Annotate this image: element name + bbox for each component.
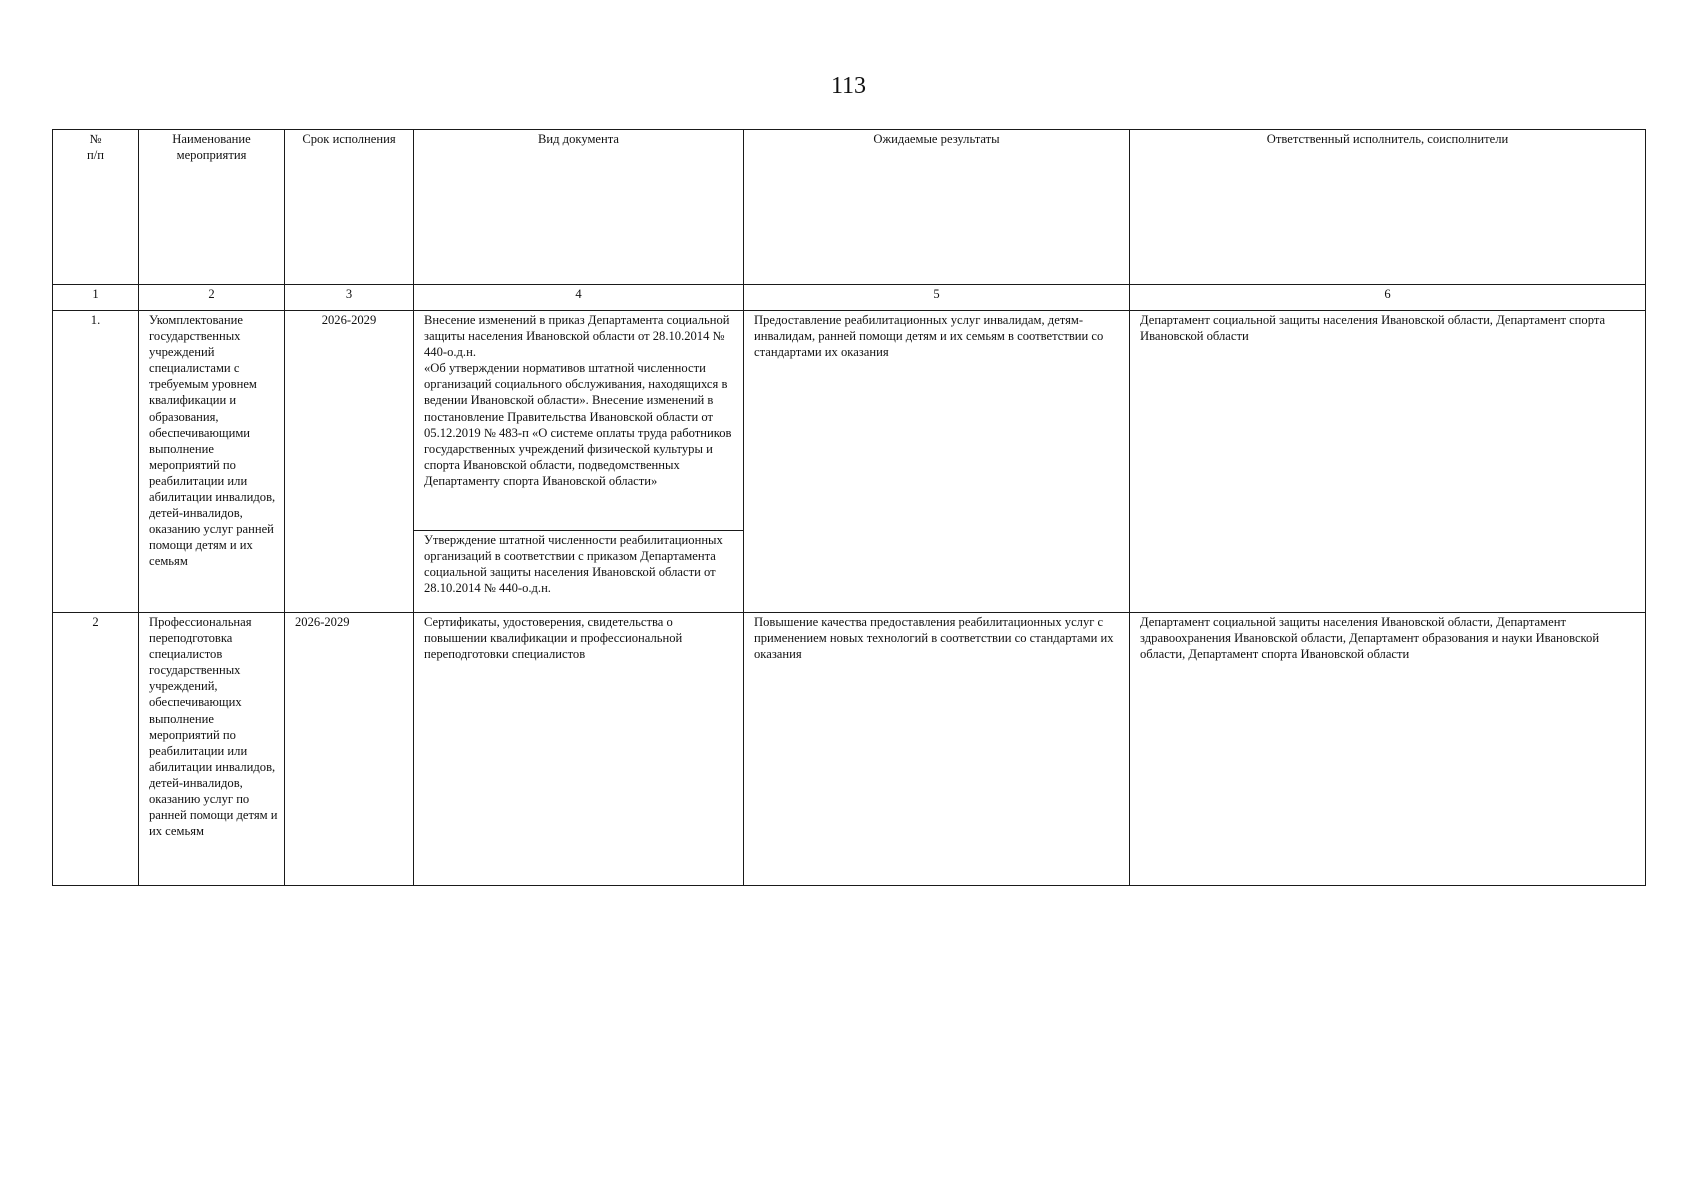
executors: Департамент социальной защиты населения Ивановской области, Департамент здравоохранения Ивановской области, Департамент образования и науки Ивановской области, Департамент спорта Ивановской области: [1130, 613, 1646, 886]
term: 2026-2029: [285, 311, 414, 613]
header-expected-results: Ожидаемые результаты: [744, 130, 1130, 285]
measure-name: Профессиональная переподготовка специалистов государственных учреждений, обеспечивающих выполнение мероприятий по реабилитации или абилитации инвалидов, детей-инвалидов, оказанию услуг по ранней помощи детям и их семьям: [139, 613, 285, 886]
column-number: 3: [285, 285, 414, 311]
header-number: № п/п: [53, 130, 139, 285]
document-type: Внесение изменений в приказ Департамента социальной защиты населения Ивановской области от 28.10.2014 № 440-о.д.н. «Об утверждении нормативов штатной численности организаций социального обслуживания, находящихся в ведении Ивановской области». Внесение изменений в постановление Правительства Ивановской области от 05.12.2019 № 483-п «О системе оплаты труда работников государственных учреждений физической культуры и спорта Ивановской области, подведомственных Департаменту спорта Ивановской области»: [414, 311, 744, 531]
column-numbers-row: [53, 285, 1646, 311]
page-number: 113: [830, 73, 867, 99]
row-number: 1.: [53, 311, 139, 613]
table-header-row: [53, 130, 1646, 285]
header-measure-name: Наименование мероприятия: [139, 130, 285, 285]
table-row: [53, 613, 1646, 886]
expected-results: Предоставление реабилитационных услуг инвалидам, детям-инвалидам, ранней помощи детям и их семьям в соответствии со стандартами их оказания: [744, 311, 1130, 613]
header-document-type: Вид документа: [414, 130, 744, 285]
column-number: 4: [414, 285, 744, 311]
document-type: Сертификаты, удостоверения, свидетельства о повышении квалификации и профессиональной переподготовки специалистов: [414, 613, 744, 886]
document-type: Утверждение штатной численности реабилитационных организаций в соответствии с приказом Департамента социальной защиты населения Ивановской области от 28.10.2014 № 440-о.д.н.: [414, 531, 744, 613]
table-row: [53, 311, 1646, 531]
measure-name: Укомплектование государственных учреждений специалистами с требуемым уровнем квалификации и образования, обеспечивающими выполнение мероприятий по реабилитации или абилитации инвалидов, детей-инвалидов, оказанию услуг ранней помощи детям и их семьям: [139, 311, 285, 613]
row-number: 2: [53, 613, 139, 886]
executors: Департамент социальной защиты населения Ивановской области, Департамент спорта Ивановской области: [1130, 311, 1646, 613]
measures-table: [52, 129, 1646, 886]
term: 2026-2029: [285, 613, 414, 886]
column-number: 2: [139, 285, 285, 311]
header-term: Срок исполнения: [285, 130, 414, 285]
column-number: 1: [53, 285, 139, 311]
header-executors: Ответственный исполнитель, соисполнители: [1130, 130, 1646, 285]
column-number: 6: [1130, 285, 1646, 311]
column-number: 5: [744, 285, 1130, 311]
expected-results: Повышение качества предоставления реабилитационных услуг с применением новых технологий в соответствии со стандартами их оказания: [744, 613, 1130, 886]
